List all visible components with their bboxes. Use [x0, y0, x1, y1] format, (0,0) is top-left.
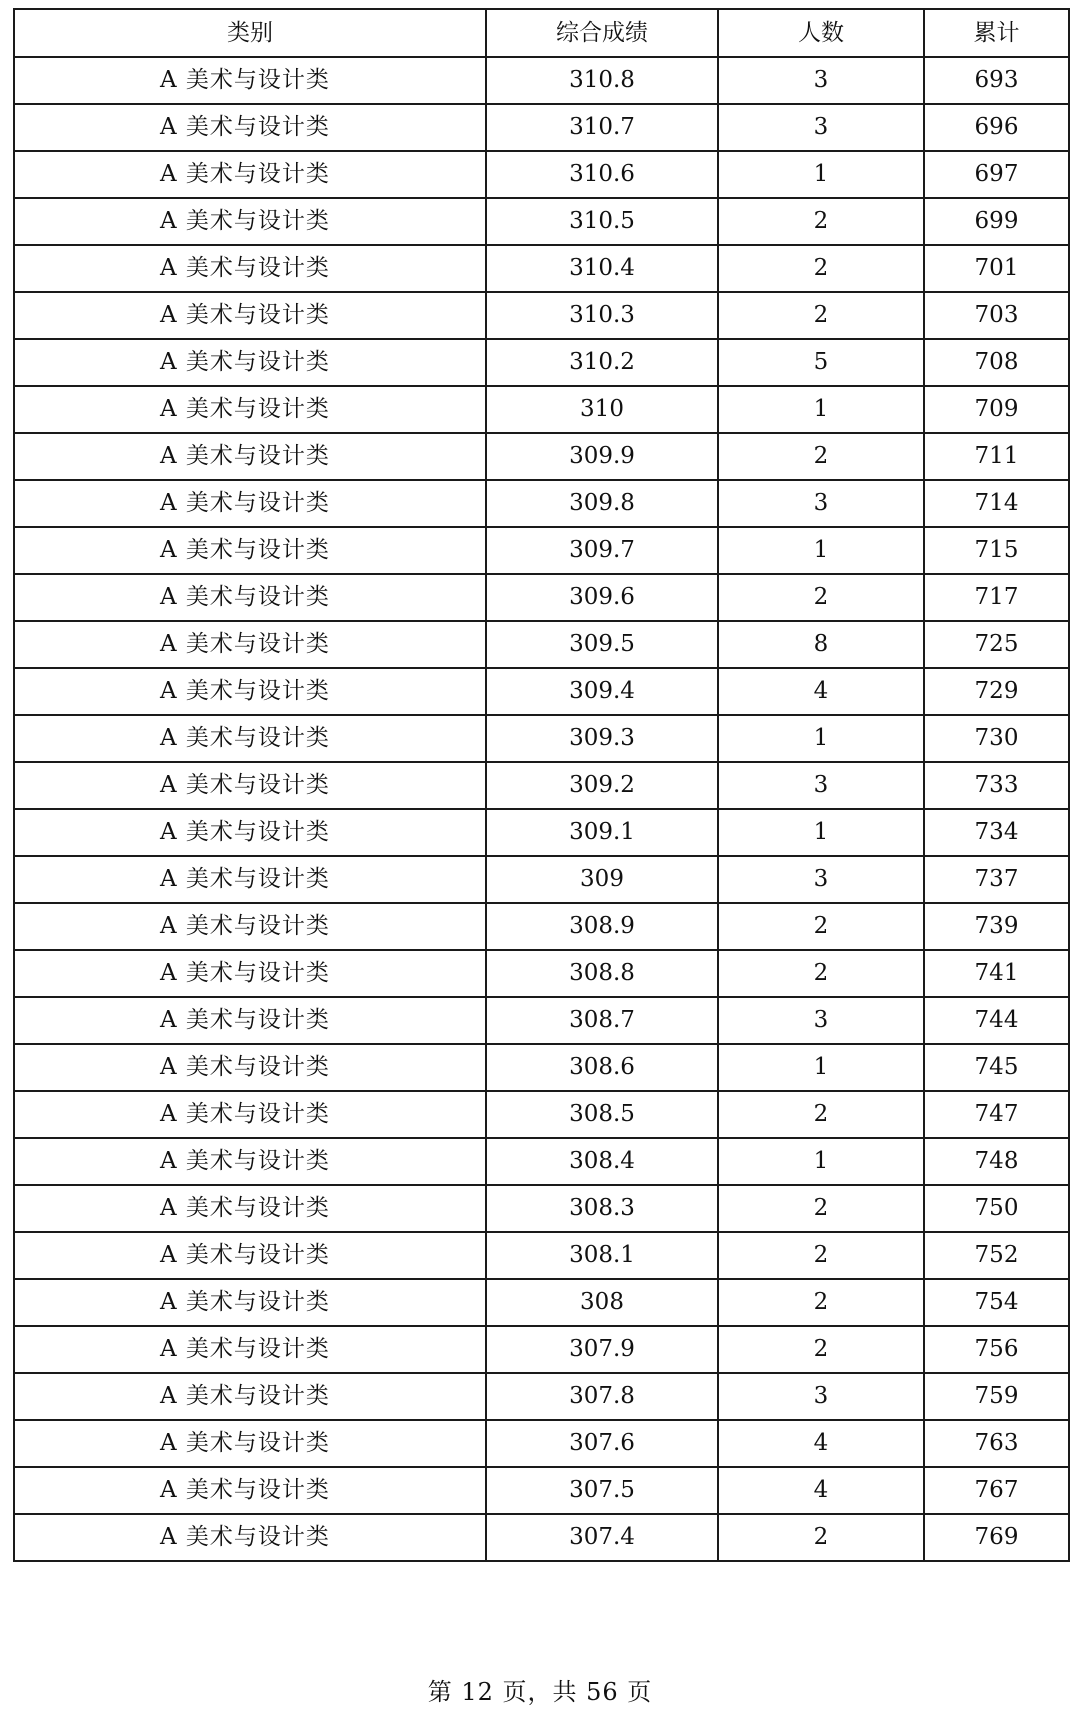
- score-cell: 308.1: [486, 1232, 718, 1279]
- table-row: [14, 198, 1069, 245]
- table-row: [14, 433, 1069, 480]
- table-row: [14, 245, 1069, 292]
- score-cell: 310.2: [486, 339, 718, 386]
- score-cell: 309.4: [486, 668, 718, 715]
- cumulative-cell: 729: [924, 668, 1069, 715]
- score-cell: 307.4: [486, 1514, 718, 1561]
- cumulative-cell: 754: [924, 1279, 1069, 1326]
- table-row: [14, 104, 1069, 151]
- count-cell: 3: [718, 104, 924, 151]
- header-count: 人数: [718, 9, 924, 57]
- count-cell: 2: [718, 574, 924, 621]
- category-cell: A 美术与设计类: [14, 339, 486, 386]
- category-cell: A 美术与设计类: [14, 950, 486, 997]
- score-cell: 310.8: [486, 57, 718, 104]
- count-cell: 1: [718, 715, 924, 762]
- table-row: [14, 1279, 1069, 1326]
- count-cell: 2: [718, 1232, 924, 1279]
- table-row: [14, 997, 1069, 1044]
- table-row: [14, 668, 1069, 715]
- table-row: [14, 480, 1069, 527]
- score-cell: 310.7: [486, 104, 718, 151]
- table-header-row: [14, 9, 1069, 57]
- header-score: 综合成绩: [486, 9, 718, 57]
- count-cell: 2: [718, 292, 924, 339]
- cumulative-cell: 741: [924, 950, 1069, 997]
- cumulative-cell: 748: [924, 1138, 1069, 1185]
- category-cell: A 美术与设计类: [14, 1279, 486, 1326]
- count-cell: 2: [718, 950, 924, 997]
- header-category: 类别: [14, 9, 486, 57]
- table-body: [14, 57, 1069, 1561]
- cumulative-cell: 769: [924, 1514, 1069, 1561]
- score-table: [13, 8, 1070, 1562]
- cumulative-cell: 747: [924, 1091, 1069, 1138]
- cumulative-cell: 750: [924, 1185, 1069, 1232]
- count-cell: 2: [718, 1091, 924, 1138]
- category-cell: A 美术与设计类: [14, 57, 486, 104]
- count-cell: 2: [718, 903, 924, 950]
- count-cell: 1: [718, 1044, 924, 1091]
- cumulative-cell: 730: [924, 715, 1069, 762]
- count-cell: 2: [718, 1185, 924, 1232]
- count-cell: 1: [718, 527, 924, 574]
- category-cell: A 美术与设计类: [14, 762, 486, 809]
- score-cell: 309.5: [486, 621, 718, 668]
- category-cell: A 美术与设计类: [14, 386, 486, 433]
- score-cell: 309.6: [486, 574, 718, 621]
- count-cell: 3: [718, 57, 924, 104]
- table-row: [14, 856, 1069, 903]
- category-cell: A 美术与设计类: [14, 668, 486, 715]
- score-cell: 308.6: [486, 1044, 718, 1091]
- cumulative-cell: 734: [924, 809, 1069, 856]
- category-cell: A 美术与设计类: [14, 903, 486, 950]
- table-row: [14, 57, 1069, 104]
- cumulative-cell: 697: [924, 151, 1069, 198]
- cumulative-cell: 696: [924, 104, 1069, 151]
- score-cell: 310.3: [486, 292, 718, 339]
- count-cell: 2: [718, 245, 924, 292]
- category-cell: A 美术与设计类: [14, 1467, 486, 1514]
- score-cell: 309: [486, 856, 718, 903]
- table-row: [14, 339, 1069, 386]
- table-row: [14, 1091, 1069, 1138]
- category-cell: A 美术与设计类: [14, 1044, 486, 1091]
- cumulative-cell: 737: [924, 856, 1069, 903]
- score-cell: 307.9: [486, 1326, 718, 1373]
- cumulative-cell: 756: [924, 1326, 1069, 1373]
- count-cell: 3: [718, 856, 924, 903]
- cumulative-cell: 744: [924, 997, 1069, 1044]
- count-cell: 3: [718, 1373, 924, 1420]
- score-cell: 308.7: [486, 997, 718, 1044]
- cumulative-cell: 725: [924, 621, 1069, 668]
- category-cell: A 美术与设计类: [14, 245, 486, 292]
- category-cell: A 美术与设计类: [14, 1420, 486, 1467]
- count-cell: 3: [718, 762, 924, 809]
- category-cell: A 美术与设计类: [14, 1138, 486, 1185]
- count-cell: 8: [718, 621, 924, 668]
- category-cell: A 美术与设计类: [14, 1373, 486, 1420]
- cumulative-cell: 752: [924, 1232, 1069, 1279]
- cumulative-cell: 763: [924, 1420, 1069, 1467]
- category-cell: A 美术与设计类: [14, 715, 486, 762]
- score-cell: 308: [486, 1279, 718, 1326]
- category-cell: A 美术与设计类: [14, 527, 486, 574]
- page-number: 第 12 页，共 56 页: [427, 1678, 653, 1706]
- category-cell: A 美术与设计类: [14, 997, 486, 1044]
- table-row: [14, 903, 1069, 950]
- cumulative-cell: 745: [924, 1044, 1069, 1091]
- count-cell: 2: [718, 1514, 924, 1561]
- table-row: [14, 950, 1069, 997]
- category-cell: A 美术与设计类: [14, 621, 486, 668]
- header-cumulative: 累计: [924, 9, 1069, 57]
- count-cell: 5: [718, 339, 924, 386]
- count-cell: 3: [718, 997, 924, 1044]
- category-cell: A 美术与设计类: [14, 198, 486, 245]
- score-cell: 307.8: [486, 1373, 718, 1420]
- cumulative-cell: 759: [924, 1373, 1069, 1420]
- table-row: [14, 762, 1069, 809]
- count-cell: 2: [718, 433, 924, 480]
- cumulative-cell: 717: [924, 574, 1069, 621]
- category-cell: A 美术与设计类: [14, 151, 486, 198]
- score-cell: 309.9: [486, 433, 718, 480]
- category-cell: A 美术与设计类: [14, 856, 486, 903]
- table-row: [14, 527, 1069, 574]
- category-cell: A 美术与设计类: [14, 292, 486, 339]
- table-row: [14, 1044, 1069, 1091]
- cumulative-cell: 739: [924, 903, 1069, 950]
- category-cell: A 美术与设计类: [14, 574, 486, 621]
- score-cell: 308.4: [486, 1138, 718, 1185]
- table-row: [14, 1185, 1069, 1232]
- score-cell: 308.5: [486, 1091, 718, 1138]
- score-cell: 310.4: [486, 245, 718, 292]
- category-cell: A 美术与设计类: [14, 433, 486, 480]
- table-row: [14, 1373, 1069, 1420]
- count-cell: 2: [718, 198, 924, 245]
- score-cell: 309.3: [486, 715, 718, 762]
- category-cell: A 美术与设计类: [14, 1185, 486, 1232]
- table-row: [14, 574, 1069, 621]
- cumulative-cell: 701: [924, 245, 1069, 292]
- table-row: [14, 809, 1069, 856]
- category-cell: A 美术与设计类: [14, 480, 486, 527]
- count-cell: 2: [718, 1279, 924, 1326]
- cumulative-cell: 733: [924, 762, 1069, 809]
- score-cell: 310.6: [486, 151, 718, 198]
- category-cell: A 美术与设计类: [14, 1091, 486, 1138]
- table-row: [14, 715, 1069, 762]
- count-cell: 1: [718, 151, 924, 198]
- score-cell: 309.8: [486, 480, 718, 527]
- category-cell: A 美术与设计类: [14, 104, 486, 151]
- count-cell: 1: [718, 809, 924, 856]
- table-row: [14, 1232, 1069, 1279]
- score-cell: 309.1: [486, 809, 718, 856]
- count-cell: 2: [718, 1326, 924, 1373]
- count-cell: 1: [718, 386, 924, 433]
- cumulative-cell: 708: [924, 339, 1069, 386]
- table-row: [14, 1138, 1069, 1185]
- table-row: [14, 1467, 1069, 1514]
- score-cell: 308.9: [486, 903, 718, 950]
- count-cell: 3: [718, 480, 924, 527]
- count-cell: 1: [718, 1138, 924, 1185]
- cumulative-cell: 693: [924, 57, 1069, 104]
- category-cell: A 美术与设计类: [14, 1232, 486, 1279]
- count-cell: 4: [718, 668, 924, 715]
- score-cell: 307.5: [486, 1467, 718, 1514]
- cumulative-cell: 703: [924, 292, 1069, 339]
- cumulative-cell: 699: [924, 198, 1069, 245]
- table-row: [14, 621, 1069, 668]
- score-cell: 308.3: [486, 1185, 718, 1232]
- cumulative-cell: 714: [924, 480, 1069, 527]
- count-cell: 4: [718, 1467, 924, 1514]
- table-row: [14, 292, 1069, 339]
- category-cell: A 美术与设计类: [14, 809, 486, 856]
- cumulative-cell: 767: [924, 1467, 1069, 1514]
- score-cell: 310.5: [486, 198, 718, 245]
- score-cell: 308.8: [486, 950, 718, 997]
- cumulative-cell: 715: [924, 527, 1069, 574]
- category-cell: A 美术与设计类: [14, 1514, 486, 1561]
- category-cell: A 美术与设计类: [14, 1326, 486, 1373]
- score-cell: 309.2: [486, 762, 718, 809]
- table-row: [14, 1420, 1069, 1467]
- table-row: [14, 151, 1069, 198]
- table-row: [14, 386, 1069, 433]
- score-cell: 309.7: [486, 527, 718, 574]
- score-cell: 310: [486, 386, 718, 433]
- table-row: [14, 1514, 1069, 1561]
- table-row: [14, 1326, 1069, 1373]
- cumulative-cell: 711: [924, 433, 1069, 480]
- cumulative-cell: 709: [924, 386, 1069, 433]
- count-cell: 4: [718, 1420, 924, 1467]
- score-cell: 307.6: [486, 1420, 718, 1467]
